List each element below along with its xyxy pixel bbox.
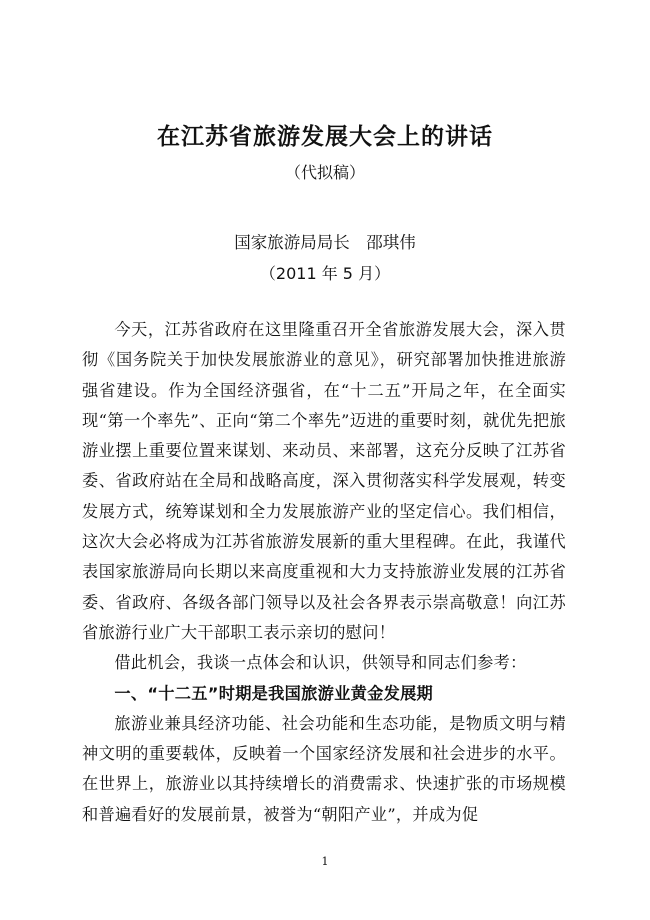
document-subtitle: （代拟稿） (284, 163, 365, 182)
date-line: （2011 年 5 月） (259, 264, 391, 283)
body-paragraph: 借此机会，我谈一点体会和认识，供领导和同志们参考： (114, 653, 527, 673)
body-paragraph: 旅游业兼具经济功能、社会功能和生态功能，是物质文明与精神文明的重要载体，反映着一个国家经济发展和社会进步的水平。在世界上，旅游业以其持续增长的消费需求、快速扩张的市场规模和普遍看好的发展前景，被誉为“朝阳产业”，并成为促 (82, 713, 566, 824)
document-title: 在江苏省旅游发展大会上的讲话 (157, 124, 493, 150)
page-number: 1 (321, 855, 329, 868)
author-line: 国家旅游局局长 邵琪伟 (234, 233, 416, 252)
section-heading: 一、“十二五”时期是我国旅游业黄金发展期 (114, 683, 434, 703)
body-paragraph: 今天，江苏省政府在这里隆重召开全省旅游发展大会，深入贯彻《国务院关于加快发展旅游业的意见》，研究部署加快推进旅游强省建设。作为全国经济强省，在“十二五”开局之年，在全面实现“第一个率先”、正向“第二个率先”迈进的重要时刻，就优先把旅游业摆上重要位置来谋划、来动员、来部署，这充分反映了江苏省委、省政府站在全局和战略高度，深入贯彻落实科学发展观，转变发展方式，统筹谋划和全力发展旅游产业的坚定信心。我们相信，这次大会必将成为江苏省旅游发展新的重大里程碑。在此，我谨代表国家旅游局向长期以来高度重视和大力支持旅游业发展的江苏省委、省政府、各级各部门领导以及社会各界表示崇高敬意！向江苏省旅游行业广大干部职工表示亲切的慰问！ (82, 320, 566, 642)
document-body (82, 315, 566, 830)
